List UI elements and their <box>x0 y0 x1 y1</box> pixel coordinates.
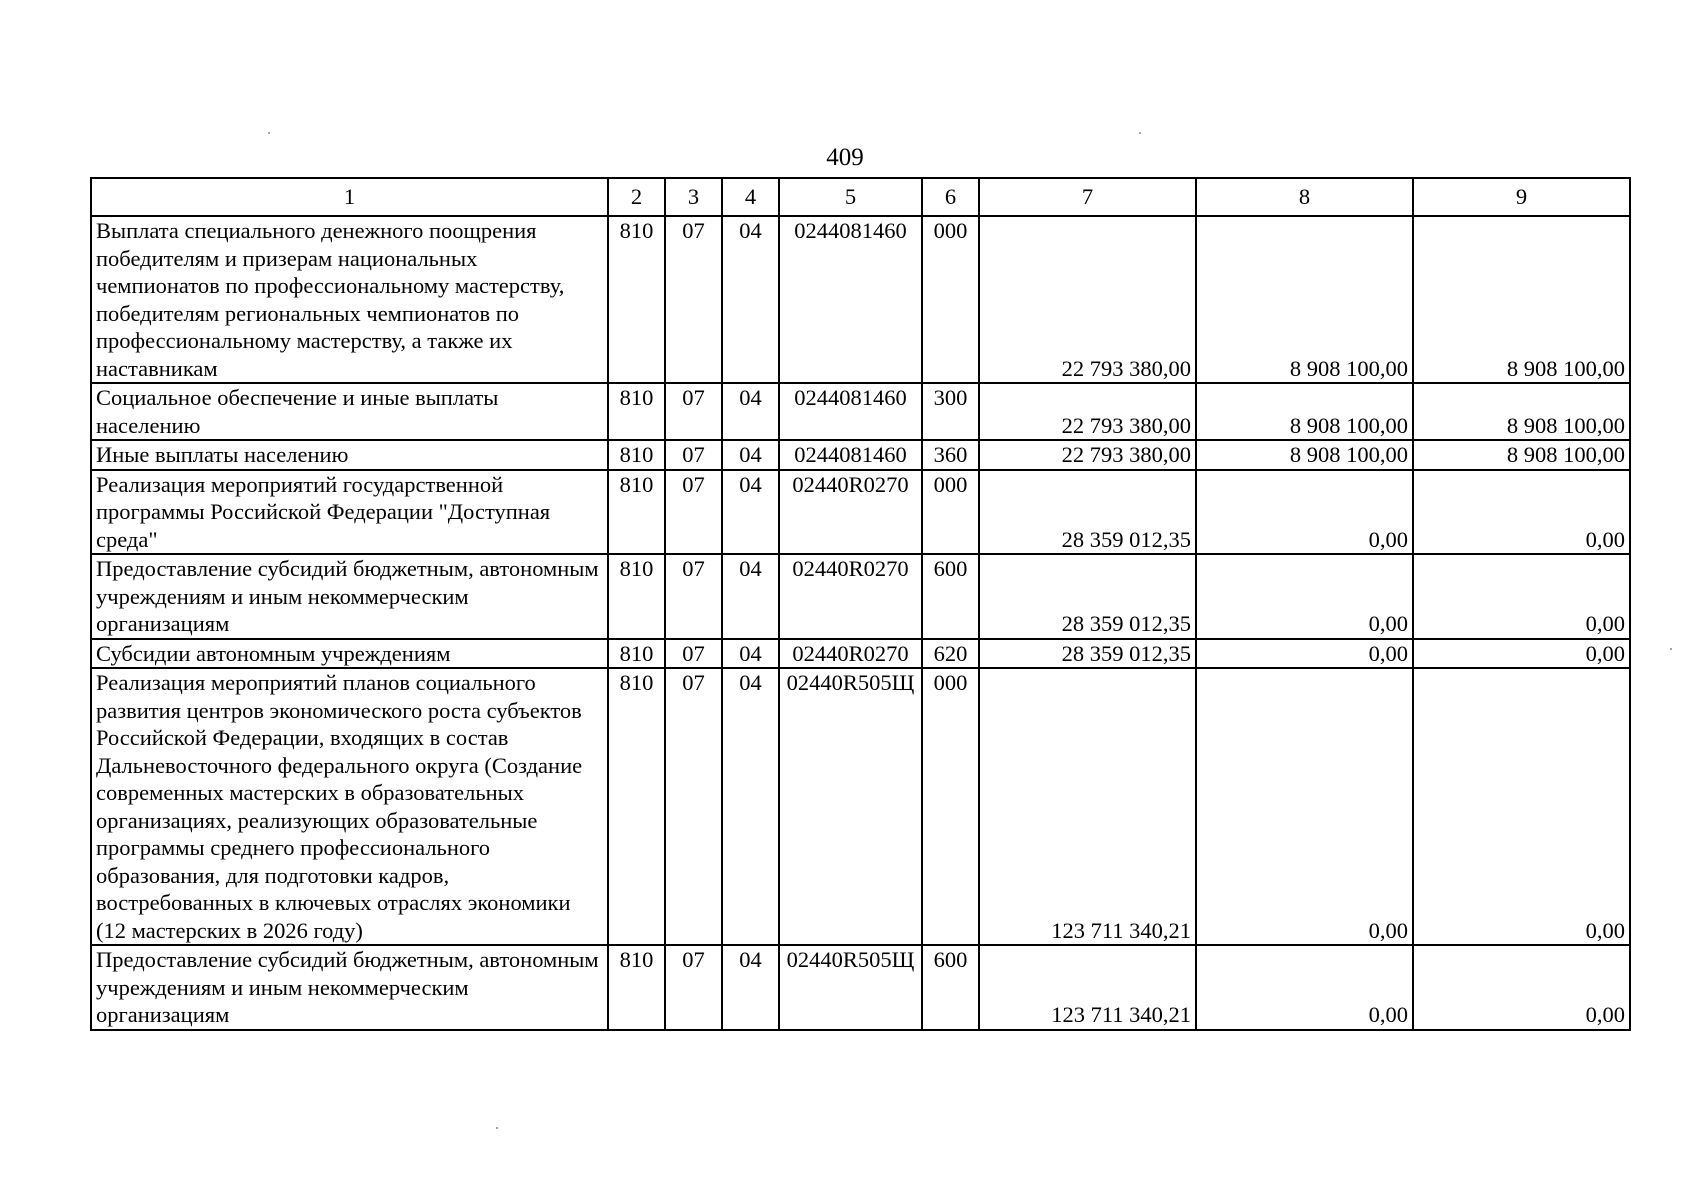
ministry-code: 810 <box>608 470 665 555</box>
column-header: 3 <box>665 178 722 216</box>
expense-type-code: 620 <box>922 639 979 669</box>
row-name: Выплата специального денежного поощрения победителям и призерам национальных чемпионатов по профессиональному мастерству, победителям региональных чемпионатов по профессиональному мастерству, а также их наставникам <box>91 216 608 383</box>
ministry-code: 810 <box>608 440 665 470</box>
target-article-code: 0244081460 <box>779 216 922 383</box>
table-row <box>91 668 1630 945</box>
expense-type-code: 000 <box>922 668 979 945</box>
table-row <box>91 470 1630 555</box>
target-article-code: 02440R0270 <box>779 554 922 639</box>
budget-table <box>90 177 1631 1031</box>
row-name: Социальное обеспечение и иные выплаты населению <box>91 383 608 440</box>
table-row <box>91 383 1630 440</box>
column-header: 2 <box>608 178 665 216</box>
amount-col9: 8 908 100,00 <box>1413 383 1630 440</box>
amount-col7: 22 793 380,00 <box>979 440 1196 470</box>
amount-col7: 123 711 340,21 <box>979 945 1196 1030</box>
ministry-code: 810 <box>608 554 665 639</box>
expense-type-code: 000 <box>922 216 979 383</box>
row-name: Предоставление субсидий бюджетным, автономным учреждениям и иным некоммерческим организациям <box>91 554 608 639</box>
table-row <box>91 440 1630 470</box>
ministry-code: 810 <box>608 945 665 1030</box>
ministry-code: 810 <box>608 383 665 440</box>
ministry-code: 810 <box>608 639 665 669</box>
amount-col7: 28 359 012,35 <box>979 554 1196 639</box>
target-article-code: 0244081460 <box>779 440 922 470</box>
table-row <box>91 216 1630 383</box>
expense-type-code: 000 <box>922 470 979 555</box>
target-article-code: 02440R0270 <box>779 639 922 669</box>
section-code: 07 <box>665 383 722 440</box>
amount-col9: 0,00 <box>1413 470 1630 555</box>
ministry-code: 810 <box>608 216 665 383</box>
page-number: 409 <box>826 144 864 171</box>
expense-type-code: 600 <box>922 945 979 1030</box>
subsection-code: 04 <box>722 639 779 669</box>
amount-col8: 8 908 100,00 <box>1196 440 1413 470</box>
amount-col7: 22 793 380,00 <box>979 383 1196 440</box>
amount-col7: 22 793 380,00 <box>979 216 1196 383</box>
column-header: 7 <box>979 178 1196 216</box>
row-name: Реализация мероприятий планов социального развития центров экономического роста субъектов Российской Федерации, входящих в состав Дальневосточного федерального округа (Создание современных мастерских в образовательных организациях, реализующих образовательные программы среднего профессионального образования, для подготовки кадров, востребованных в ключевых отраслях экономики (12 мастерских в 2026 году) <box>91 668 608 945</box>
column-number-row <box>91 178 1630 216</box>
column-header: 9 <box>1413 178 1630 216</box>
column-header: 6 <box>922 178 979 216</box>
section-code: 07 <box>665 639 722 669</box>
section-code: 07 <box>665 668 722 945</box>
section-code: 07 <box>665 440 722 470</box>
ministry-code: 810 <box>608 668 665 945</box>
subsection-code: 04 <box>722 554 779 639</box>
table-row <box>91 639 1630 669</box>
target-article-code: 02440R505Щ <box>779 945 922 1030</box>
amount-col9: 0,00 <box>1413 639 1630 669</box>
subsection-code: 04 <box>722 945 779 1030</box>
table-row <box>91 554 1630 639</box>
expense-type-code: 300 <box>922 383 979 440</box>
amount-col7: 28 359 012,35 <box>979 639 1196 669</box>
amount-col8: 0,00 <box>1196 639 1413 669</box>
amount-col7: 123 711 340,21 <box>979 668 1196 945</box>
amount-col7: 28 359 012,35 <box>979 470 1196 555</box>
row-name: Предоставление субсидий бюджетным, автономным учреждениям и иным некоммерческим организациям <box>91 945 608 1030</box>
column-header: 1 <box>91 178 608 216</box>
subsection-code: 04 <box>722 668 779 945</box>
scan-speck <box>268 132 270 134</box>
subsection-code: 04 <box>722 470 779 555</box>
amount-col8: 8 908 100,00 <box>1196 216 1413 383</box>
amount-col8: 0,00 <box>1196 470 1413 555</box>
target-article-code: 02440R0270 <box>779 470 922 555</box>
scan-speck <box>1139 132 1141 134</box>
section-code: 07 <box>665 945 722 1030</box>
scan-speck <box>1670 648 1672 650</box>
table-row <box>91 945 1630 1030</box>
amount-col8: 0,00 <box>1196 668 1413 945</box>
expense-type-code: 600 <box>922 554 979 639</box>
subsection-code: 04 <box>722 383 779 440</box>
amount-col9: 0,00 <box>1413 668 1630 945</box>
section-code: 07 <box>665 216 722 383</box>
amount-col9: 0,00 <box>1413 945 1630 1030</box>
row-name: Реализация мероприятий государственной программы Российской Федерации "Доступная среда" <box>91 470 608 555</box>
amount-col9: 0,00 <box>1413 554 1630 639</box>
section-code: 07 <box>665 554 722 639</box>
column-header: 5 <box>779 178 922 216</box>
amount-col8: 0,00 <box>1196 554 1413 639</box>
amount-col8: 8 908 100,00 <box>1196 383 1413 440</box>
expense-type-code: 360 <box>922 440 979 470</box>
target-article-code: 02440R505Щ <box>779 668 922 945</box>
column-header: 8 <box>1196 178 1413 216</box>
amount-col9: 8 908 100,00 <box>1413 216 1630 383</box>
target-article-code: 0244081460 <box>779 383 922 440</box>
amount-col8: 0,00 <box>1196 945 1413 1030</box>
subsection-code: 04 <box>722 440 779 470</box>
column-header: 4 <box>722 178 779 216</box>
scan-speck <box>496 1127 498 1129</box>
row-name: Иные выплаты населению <box>91 440 608 470</box>
amount-col9: 8 908 100,00 <box>1413 440 1630 470</box>
subsection-code: 04 <box>722 216 779 383</box>
row-name: Субсидии автономным учреждениям <box>91 639 608 669</box>
section-code: 07 <box>665 470 722 555</box>
